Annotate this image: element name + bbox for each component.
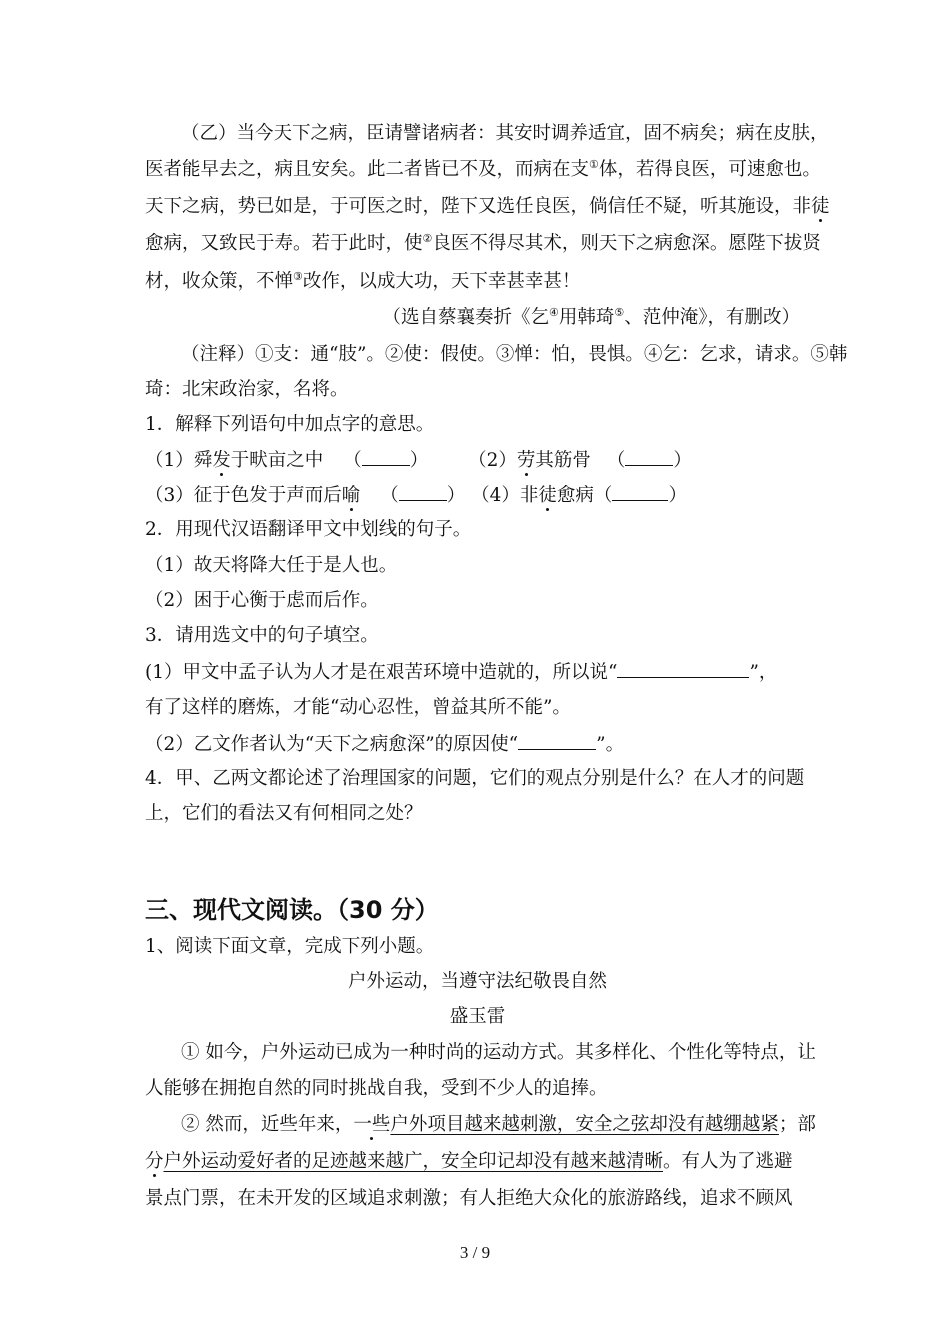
- passage-line: （乙）当今天下之病，臣请譬诸病者：其安时调养适宜，固不病矣；病在皮肤，: [181, 123, 829, 144]
- article-title: 户外运动，当遵守法纪敬畏自然: [347, 971, 607, 992]
- article-paragraph-line: ② 然而，近些年来，一些户外项目越来越刺激，安全之弦却没有越绷越紧；部: [181, 1114, 816, 1135]
- passage-line: 天下之病，势已如是，于可医之时，陛下又选任良医，倘信任不疑，听其施设，非徒: [145, 196, 830, 217]
- section-intro: 1、阅读下面文章，完成下列小题。: [145, 936, 435, 957]
- dotted-text: 一些: [353, 1114, 391, 1135]
- answer-blank[interactable]: [518, 731, 596, 750]
- dotted-char: 徒: [811, 196, 830, 217]
- answer-blank[interactable]: [617, 659, 749, 678]
- question-4: 4．甲、乙两文都论述了治理国家的问题，它们的观点分别是什么？在人才的问题: [145, 768, 805, 789]
- underlined-text: 户外项目越来越刺激，安全之弦却没有越绷越紧: [390, 1114, 779, 1135]
- section-heading: 三、现代文阅读。（30 分）: [145, 896, 439, 924]
- answer-blank[interactable]: [399, 482, 447, 501]
- answer-blank[interactable]: [612, 482, 668, 501]
- answer-blank[interactable]: [362, 447, 410, 466]
- question-1-row-2: （3）征于色发于声而后喻 （ ） （4）非徒愈病（ ）: [145, 482, 810, 508]
- dotted-char: 徒: [538, 485, 557, 506]
- question-2: 2．用现代汉语翻译甲文中划线的句子。: [145, 519, 472, 540]
- dotted-char: 发: [212, 450, 231, 471]
- question-4-cont: 上，它们的看法又有何相同之处？: [145, 803, 423, 824]
- passage-line: 材，收众策，不惮③改作，以成大功，天下幸甚幸甚！: [145, 269, 581, 292]
- passage-line: 愈病，又致民于寿。若于此时，使②良医不得尽其术，则天下之病愈深。愿陛下拔贤: [145, 231, 821, 254]
- source-citation: （选自蔡襄奏折《乞④用韩琦⑤、范仲淹》，有删改）: [382, 305, 800, 328]
- question-1-row-1: （1）舜发于畎亩之中 （ ） （2）劳其筋骨 （ ）: [145, 447, 810, 473]
- question-1: 1．解释下列语句中加点字的意思。: [145, 414, 435, 435]
- dotted-char: 喻: [341, 485, 361, 506]
- notes-line: 琦：北宋政治家，名将。: [145, 379, 349, 400]
- article-author: 盛玉雷: [449, 1006, 506, 1027]
- footnote-marker: ③: [293, 269, 303, 283]
- dotted-text: 分: [145, 1151, 164, 1172]
- underlined-text: 户外运动爱好者的足迹越来越广，安全印记却没有越来越清晰: [163, 1151, 664, 1172]
- page-number: 3 / 9: [459, 1243, 491, 1262]
- question-3: 3．请用选文中的句子填空。: [145, 625, 379, 646]
- article-paragraph-line: 分户外运动爱好者的足迹越来越广，安全印记却没有越来越清晰。有人为了逃避: [145, 1151, 793, 1172]
- notes-line: （注释）①支：通“肢”。②使：假使。③惮：怕，畏惧。④乞：乞求，请求。⑤韩: [181, 344, 848, 365]
- question-3-item-1-cont: 有了这样的磨炼，才能“动心忍性，曾益其所不能”。: [145, 697, 571, 718]
- article-paragraph-line: 人能够在拥抱自然的同时挑战自我，受到不少人的追捧。: [145, 1078, 608, 1099]
- article-paragraph-line: ① 如今，户外运动已成为一种时尚的运动方式。其多样化、个性化等特点，让: [181, 1042, 816, 1063]
- article-paragraph-line: 景点门票，在未开发的区域追求刺激；有人拒绝大众化的旅游路线，追求不顾风: [145, 1188, 793, 1209]
- question-2-item: （2）困于心衡于虑而后作。: [145, 590, 379, 611]
- footnote-marker: ①: [589, 157, 599, 171]
- question-2-item: （1）故天将降大任于是人也。: [145, 555, 398, 576]
- question-3-item-2: （2）乙文作者认为“天下之病愈深”的原因使“ ”。: [145, 731, 810, 757]
- answer-blank[interactable]: [625, 447, 673, 466]
- dotted-char: 劳: [516, 450, 536, 471]
- footnote-marker: ②: [422, 231, 433, 245]
- question-3-item-1: (1）甲文中孟子认为人才是在艰苦环境中造就的，所以说“ ”，: [145, 659, 810, 685]
- passage-line: 医者能早去之，病且安矣。此二者皆已不及，而病在支①体，若得良医，可速愈也。: [145, 157, 821, 180]
